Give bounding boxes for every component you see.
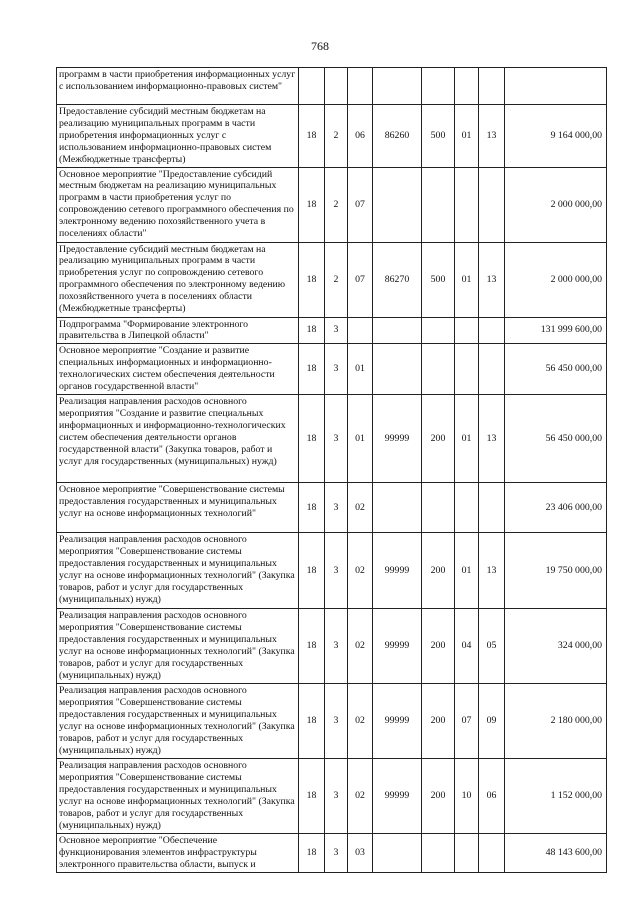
- table-row: [57, 683, 607, 758]
- subprogram-code-cell: 3: [325, 394, 348, 482]
- section-cell: 04: [455, 608, 479, 683]
- subsection-cell: 13: [479, 242, 505, 317]
- section-cell: [455, 68, 479, 105]
- program-code-cell: 18: [299, 167, 325, 242]
- budget-table-body: [57, 68, 607, 873]
- measure-code-cell: 03: [348, 833, 373, 872]
- section-cell: 01: [455, 242, 479, 317]
- direction-code-cell: [373, 167, 422, 242]
- subsection-cell: 09: [479, 683, 505, 758]
- direction-code-cell: [373, 68, 422, 105]
- expense-type-cell: 200: [422, 532, 455, 608]
- expense-type-cell: 500: [422, 105, 455, 168]
- subprogram-code-cell: 2: [325, 242, 348, 317]
- program-code-cell: 18: [299, 344, 325, 395]
- table-row: [57, 608, 607, 683]
- page-number: 768: [311, 39, 329, 53]
- expense-type-cell: [422, 68, 455, 105]
- description-cell: Основное мероприятие "Совершенствование системы предоставления государственных и муниципальных услуг на основе информационных технологий": [57, 482, 299, 532]
- measure-code-cell: 02: [348, 532, 373, 608]
- measure-code-cell: [348, 68, 373, 105]
- amount-cell: 48 143 600,00: [505, 833, 607, 872]
- subprogram-code-cell: 3: [325, 608, 348, 683]
- subprogram-code-cell: 3: [325, 758, 348, 833]
- direction-code-cell: [373, 482, 422, 532]
- table-row: [57, 105, 607, 168]
- amount-cell: 2 000 000,00: [505, 242, 607, 317]
- amount-cell: 56 450 000,00: [505, 344, 607, 395]
- expense-type-cell: 500: [422, 242, 455, 317]
- measure-code-cell: 01: [348, 344, 373, 395]
- amount-cell: [505, 68, 607, 105]
- measure-code-cell: 02: [348, 683, 373, 758]
- program-code-cell: 18: [299, 608, 325, 683]
- description-cell: Предоставление субсидий местным бюджетам на реализацию муниципальных программ в части приобретения услуг по сопровождению сетевого программного обеспечения по электронному ведению похозяйственного учета в поселениях области (Межбюджетные трансферты): [57, 242, 299, 317]
- subsection-cell: [479, 68, 505, 105]
- program-code-cell: 18: [299, 394, 325, 482]
- description-cell: Подпрограмма "Формирование электронного правительства в Липецкой области": [57, 317, 299, 344]
- measure-code-cell: [348, 317, 373, 344]
- subsection-cell: 13: [479, 394, 505, 482]
- expense-type-cell: 200: [422, 394, 455, 482]
- description-cell: Основное мероприятие "Создание и развитие специальных информационных и информационно-технологических систем обеспечения деятельности органов государственной власти": [57, 344, 299, 395]
- description-cell: Реализация направления расходов основного мероприятия "Совершенствование системы предоставления государственных и муниципальных услуг на основе информационных технологий" (Закупка товаров, работ и услуг для государственных (муниципальных) нужд): [57, 608, 299, 683]
- description-cell: Реализация направления расходов основного мероприятия "Совершенствование системы предоставления государственных и муниципальных услуг на основе информационных технологий" (Закупка товаров, работ и услуг для государственных (муниципальных) нужд): [57, 758, 299, 833]
- expense-type-cell: [422, 344, 455, 395]
- direction-code-cell: 99999: [373, 608, 422, 683]
- amount-cell: 1 152 000,00: [505, 758, 607, 833]
- measure-code-cell: 06: [348, 105, 373, 168]
- measure-code-cell: 02: [348, 758, 373, 833]
- subprogram-code-cell: 3: [325, 482, 348, 532]
- program-code-cell: 18: [299, 758, 325, 833]
- table-row: [57, 344, 607, 395]
- expense-type-cell: 200: [422, 608, 455, 683]
- table-row: [57, 68, 607, 105]
- description-cell: программ в части приобретения информационных услуг с использованием информационно-правовых систем": [57, 68, 299, 105]
- budget-table: [56, 67, 607, 873]
- subprogram-code-cell: 3: [325, 683, 348, 758]
- subprogram-code-cell: 3: [325, 317, 348, 344]
- expense-type-cell: 200: [422, 683, 455, 758]
- amount-cell: 19 750 000,00: [505, 532, 607, 608]
- subsection-cell: 05: [479, 608, 505, 683]
- section-cell: 01: [455, 532, 479, 608]
- measure-code-cell: 01: [348, 394, 373, 482]
- table-row: [57, 167, 607, 242]
- program-code-cell: 18: [299, 105, 325, 168]
- direction-code-cell: 99999: [373, 683, 422, 758]
- table-row: [57, 833, 607, 872]
- program-code-cell: 18: [299, 532, 325, 608]
- description-cell: Предоставление субсидий местным бюджетам на реализацию муниципальных программ в части приобретения информационных услуг с использованием информационно-правовых систем (Межбюджетные трансферты): [57, 105, 299, 168]
- subsection-cell: 13: [479, 532, 505, 608]
- description-cell: Реализация направления расходов основного мероприятия "Совершенствование системы предоставления государственных и муниципальных услуг на основе информационных технологий" (Закупка товаров, работ и услуг для государственных (муниципальных) нужд): [57, 683, 299, 758]
- amount-cell: 9 164 000,00: [505, 105, 607, 168]
- section-cell: 07: [455, 683, 479, 758]
- amount-cell: 23 406 000,00: [505, 482, 607, 532]
- direction-code-cell: 99999: [373, 758, 422, 833]
- subsection-cell: 06: [479, 758, 505, 833]
- amount-cell: 131 999 600,00: [505, 317, 607, 344]
- subprogram-code-cell: [325, 68, 348, 105]
- program-code-cell: 18: [299, 833, 325, 872]
- amount-cell: 2 000 000,00: [505, 167, 607, 242]
- description-cell: Реализация направления расходов основного мероприятия "Совершенствование системы предоставления государственных и муниципальных услуг на основе информационных технологий" (Закупка товаров, работ и услуг для государственных (муниципальных) нужд): [57, 532, 299, 608]
- direction-code-cell: [373, 833, 422, 872]
- direction-code-cell: 86260: [373, 105, 422, 168]
- measure-code-cell: 02: [348, 608, 373, 683]
- section-cell: [455, 317, 479, 344]
- subsection-cell: [479, 344, 505, 395]
- section-cell: [455, 482, 479, 532]
- subprogram-code-cell: 3: [325, 344, 348, 395]
- expense-type-cell: [422, 167, 455, 242]
- subprogram-code-cell: 3: [325, 532, 348, 608]
- amount-cell: 56 450 000,00: [505, 394, 607, 482]
- table-row: [57, 758, 607, 833]
- section-cell: [455, 344, 479, 395]
- subprogram-code-cell: 2: [325, 167, 348, 242]
- program-code-cell: [299, 68, 325, 105]
- measure-code-cell: 07: [348, 167, 373, 242]
- program-code-cell: 18: [299, 242, 325, 317]
- program-code-cell: 18: [299, 683, 325, 758]
- program-code-cell: 18: [299, 317, 325, 344]
- direction-code-cell: [373, 317, 422, 344]
- subsection-cell: 13: [479, 105, 505, 168]
- amount-cell: 324 000,00: [505, 608, 607, 683]
- expense-type-cell: 200: [422, 758, 455, 833]
- direction-code-cell: [373, 344, 422, 395]
- table-row: [57, 394, 607, 482]
- table-row: [57, 532, 607, 608]
- program-code-cell: 18: [299, 482, 325, 532]
- description-cell: Реализация направления расходов основного мероприятия "Создание и развитие специальных информационных и информационно-технологических систем обеспечения деятельности органов государственной власти" (Закупка товаров, работ и услуг для государственных (муниципальных) нужд): [57, 394, 299, 482]
- section-cell: 10: [455, 758, 479, 833]
- subprogram-code-cell: 2: [325, 105, 348, 168]
- table-row: [57, 242, 607, 317]
- description-cell: Основное мероприятие "Предоставление субсидий местным бюджетам на реализацию муниципальных программ в части приобретения услуг по сопровождению сетевого программного обеспечения по электронному ведению похозяйственного учета в поселениях области": [57, 167, 299, 242]
- section-cell: [455, 167, 479, 242]
- measure-code-cell: 02: [348, 482, 373, 532]
- direction-code-cell: 99999: [373, 394, 422, 482]
- expense-type-cell: [422, 482, 455, 532]
- section-cell: 01: [455, 105, 479, 168]
- table-row: [57, 482, 607, 532]
- expense-type-cell: [422, 317, 455, 344]
- direction-code-cell: 86270: [373, 242, 422, 317]
- section-cell: 01: [455, 394, 479, 482]
- subsection-cell: [479, 833, 505, 872]
- expense-type-cell: [422, 833, 455, 872]
- amount-cell: 2 180 000,00: [505, 683, 607, 758]
- subprogram-code-cell: 3: [325, 833, 348, 872]
- subsection-cell: [479, 167, 505, 242]
- subsection-cell: [479, 317, 505, 344]
- direction-code-cell: 99999: [373, 532, 422, 608]
- subsection-cell: [479, 482, 505, 532]
- section-cell: [455, 833, 479, 872]
- table-row: [57, 317, 607, 344]
- measure-code-cell: 07: [348, 242, 373, 317]
- description-cell: Основное мероприятие "Обеспечение функционирования элементов инфраструктуры электронного правительства области, выпуск и: [57, 833, 299, 872]
